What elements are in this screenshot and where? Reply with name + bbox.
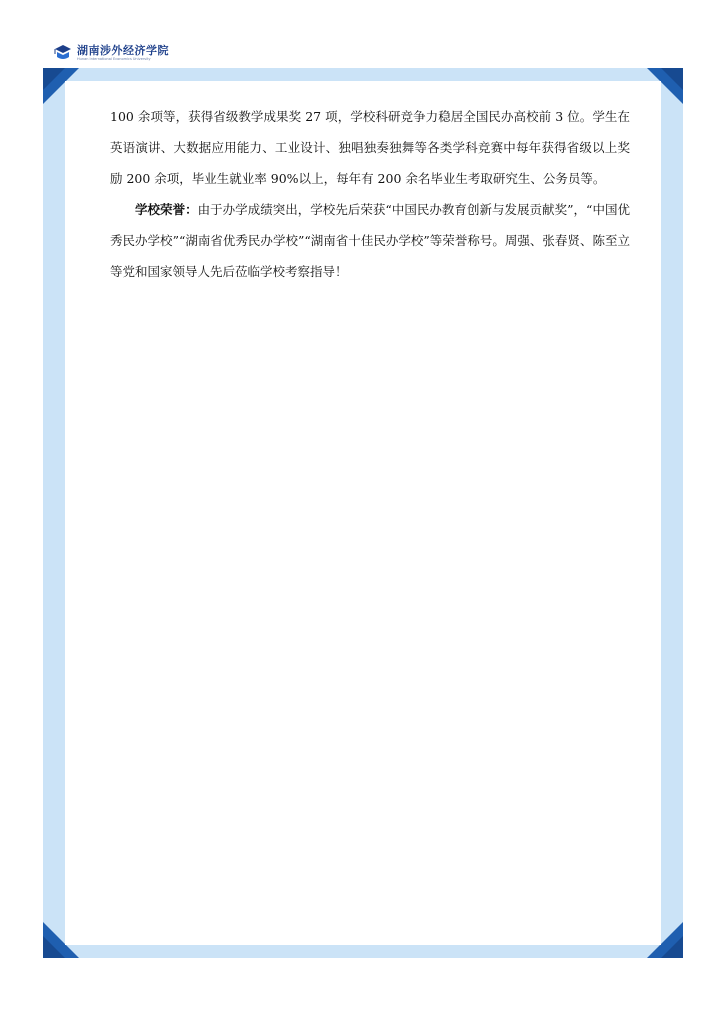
page-header [54,42,169,64]
content-page [65,81,661,945]
school-name-cn: 湖南涉外经济学院 [77,43,169,57]
honors-label: 学校荣誉： [135,202,198,217]
honors-text: 由于办学成绩突出，学校先后荣获“中国民办教育创新与发展贡献奖”，“中国优秀民办学校”“湖南省优秀民办学校”“湖南省十佳民办学校”等荣誉称号。周强、张春贤、陈至立等党和国家领导人先后莅临学校考察指导！ [110,202,630,279]
paragraph-honors [110,194,630,287]
page-frame [43,68,683,958]
school-logo-icon [54,44,72,62]
body-text [110,101,630,287]
school-name-en: Hunan International Economics University [77,56,151,61]
paragraph-achievements: 100 余项等，获得省级教学成果奖 27 项，学校科研竞争力稳居全国民办高校前 3 位。学生在英语演讲、大数据应用能力、工业设计、独唱独奏独舞等各类学科竞赛中每年获得省级以上奖励 200 余项，毕业生就业率 90%以上，每年有 200 余名毕业生考取研究生、公务员等。 [110,109,630,186]
school-logo-text [77,45,169,62]
